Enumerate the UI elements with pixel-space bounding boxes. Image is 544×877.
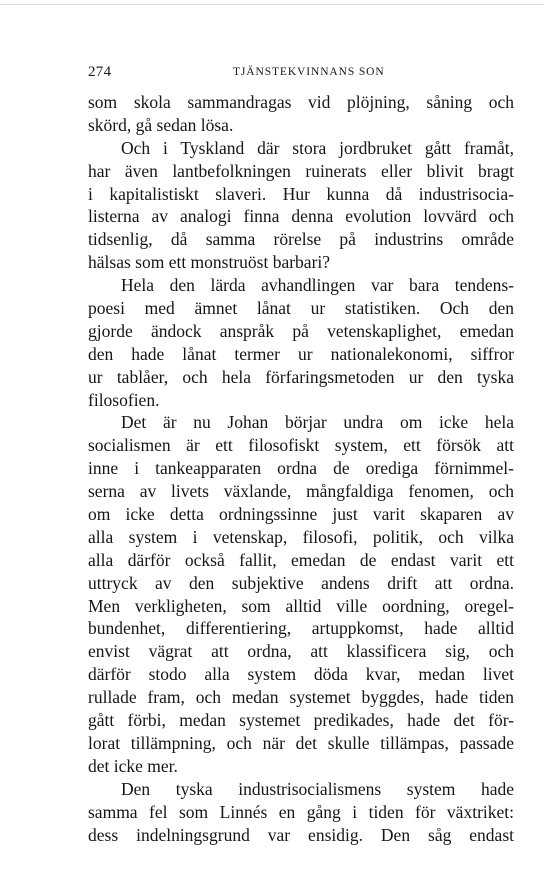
body-text xyxy=(88,91,514,846)
text-line: envist vägrat att ordna, att klassificera sig, och xyxy=(88,641,514,662)
text-line: Men verkligheten, som alltid ville oordning, oregel- xyxy=(88,595,514,616)
text-line: ur tablåer, och hela förfaringsmetoden ur den tyska xyxy=(88,366,514,387)
text-line: Hela den lärda avhandlingen var bara tendens- xyxy=(121,275,514,296)
text-line: lorat tillämpning, och när det skulle tillämpas, passade xyxy=(88,732,514,753)
text-line: inne i tankeapparaten ordna de orediga förnimmel- xyxy=(88,458,514,479)
text-line: listerna av analogi finna denna evolution lovvärd och xyxy=(88,206,514,227)
text-line: det icke mer. xyxy=(88,755,178,776)
text-line: poesi med ämnet lånat ur statistiken. Och den xyxy=(88,298,514,319)
text-line: Den tyska industrisocialismens system hade xyxy=(121,778,514,799)
text-line: Det är nu Johan börjar undra om icke hela xyxy=(121,412,514,433)
text-line: om icke detta ordningssinne just varit skaparen av xyxy=(88,504,514,525)
text-line: i kapitalistiskt slaveri. Hur kunna då industrisocia- xyxy=(88,183,514,204)
text-line: därför stodo alla system döda kvar, medan livet xyxy=(88,664,514,685)
running-title: TJÄNSTEKVINNANS SON xyxy=(233,66,385,78)
text-line: bundenhet, differentiering, artuppkomst, hade alltid xyxy=(88,618,514,639)
text-line: den hade lånat termer ur nationalekonomi, siffror xyxy=(88,343,514,364)
text-line: socialismen är ett filosofiskt system, ett försök att xyxy=(88,435,514,456)
page-top-edge xyxy=(0,4,544,5)
text-line: som skola sammandragas vid plöjning, såning och xyxy=(88,92,514,112)
text-line: uttryck av den subjektive andens drift att ordna. xyxy=(88,572,514,593)
text-line: Och i Tyskland där stora jordbruket gått framåt, xyxy=(121,137,514,158)
text-line: serna av livets växlande, mångfaldiga fenomen, och xyxy=(88,481,514,502)
text-line: skörd, gå sedan lösa. xyxy=(88,114,234,135)
text-line: samma fel som Linnés en gång i tiden för växtriket: xyxy=(88,801,514,822)
text-line: hälsas som ett monstruöst barbari? xyxy=(88,252,331,273)
text-line: gått förbi, medan systemet predikades, hade det för- xyxy=(88,710,514,731)
page-header xyxy=(88,64,514,82)
page-number: 274 xyxy=(88,64,112,80)
text-line: har även lantbefolkningen ruinerats eller blivit bragt xyxy=(88,160,514,181)
text-line: filosofien. xyxy=(88,389,160,410)
text-line: tidsenlig, då samma rörelse på industrins område xyxy=(88,229,514,250)
text-line: dess indelningsgrund var ensidig. Den såg endast xyxy=(88,824,514,845)
text-line: alla därför också fallit, emedan de endast varit ett xyxy=(88,549,514,570)
text-line: gjorde ändock anspråk på vetenskaplighet, emedan xyxy=(88,320,514,341)
text-line: rullade fram, och medan systemet byggdes, hade tiden xyxy=(88,687,514,708)
text-line: alla system i vetenskap, filosofi, politik, och vilka xyxy=(88,526,514,547)
